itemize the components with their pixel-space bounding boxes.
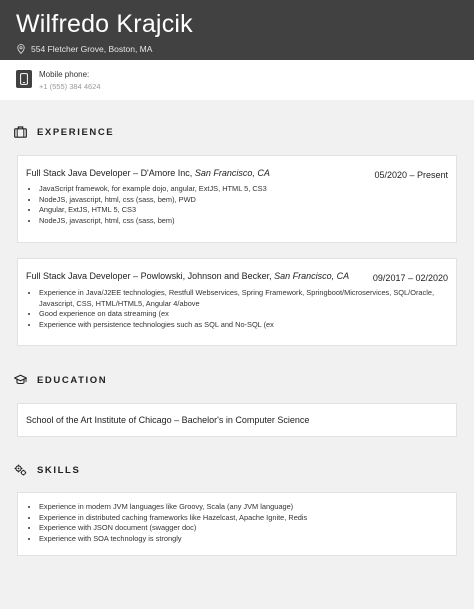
job-heading [26, 271, 349, 281]
list-item: • Experience in distributed caching frameworks like Hazelcast, Apache Ignite, Redis [39, 513, 449, 524]
phone-icon [20, 73, 28, 85]
resume-header [0, 0, 474, 60]
address-text: 554 Fletcher Grove, Boston, MA [31, 44, 153, 54]
list-item: • NodeJS, javascript, html, css (sass, bem) [39, 216, 449, 227]
education-title: EDUCATION [37, 374, 108, 386]
job-dates: 05/2020 – Present [374, 170, 448, 180]
list-item: • Experience with SOA technology is strongly [39, 534, 449, 545]
list-item: • Experience with JSON document (swagger doc) [39, 523, 449, 534]
list-item: • NodeJS, javascript, html, css (sass, bem), PWD [39, 195, 449, 206]
job-bullets [26, 184, 449, 226]
list-item: • JavaScript framewok, for example dojo, angular, ExtJS, HTML 5, CS3 [39, 184, 449, 195]
phone-number: +1 (555) 384 4624 [39, 82, 101, 91]
job-separator: – [130, 271, 141, 281]
phone-label: Mobile phone: [39, 70, 90, 79]
list-item: • Good experience on data streaming (ex [39, 309, 449, 320]
experience-entry-1 [17, 155, 457, 243]
gears-icon [14, 464, 27, 476]
experience-entry-2 [17, 258, 457, 346]
job-title: Full Stack Java Developer [26, 271, 131, 281]
education-section-header [14, 374, 107, 386]
company-name: D'Amore Inc, [140, 168, 193, 178]
school-name: School of the Art Institute of Chicago [26, 415, 172, 425]
phone-icon-box [16, 70, 32, 88]
education-separator: – [171, 415, 182, 425]
job-separator: – [130, 168, 141, 178]
list-item: • Experience in modern JVM languages like Groovy, Scala (any JVM language) [39, 502, 449, 513]
degree: Bachelor's in Computer Science [181, 415, 310, 425]
skills-section-header [14, 464, 80, 476]
job-location: San Francisco, CA [274, 271, 350, 281]
education-entry [17, 403, 457, 437]
job-title: Full Stack Java Developer [26, 168, 131, 178]
briefcase-icon [14, 126, 27, 138]
list-item: • Experience in Java/J2EE technologies, Restfull Webservices, Spring Framework, Springboot/Microservices, SQL/Oracle, Javascript, CSS, HTML/HTML5, Angular 4/above [39, 288, 449, 309]
experience-title: EXPERIENCE [37, 126, 115, 138]
list-item: • Angular, ExtJS, HTML 5, CS3 [39, 205, 449, 216]
location-pin-icon [17, 44, 25, 54]
company-name: Powlowski, Johnson and Becker, [140, 271, 272, 281]
job-location: San Francisco, CA [194, 168, 270, 178]
education-line [26, 415, 309, 425]
candidate-name: Wilfredo Krajcik [16, 10, 193, 38]
contact-bar [0, 60, 474, 100]
skills-card [17, 492, 457, 556]
skills-title: SKILLS [37, 464, 81, 476]
experience-section-header [14, 126, 114, 138]
job-heading [26, 168, 270, 178]
job-bullets [26, 288, 449, 330]
address-line [17, 44, 152, 54]
graduation-cap-icon [14, 374, 27, 386]
list-item: • Experience with persistence technologies such as SQL and No-SQL (ex [39, 320, 449, 331]
skills-list [26, 502, 449, 544]
job-dates: 09/2017 – 02/2020 [372, 273, 448, 283]
